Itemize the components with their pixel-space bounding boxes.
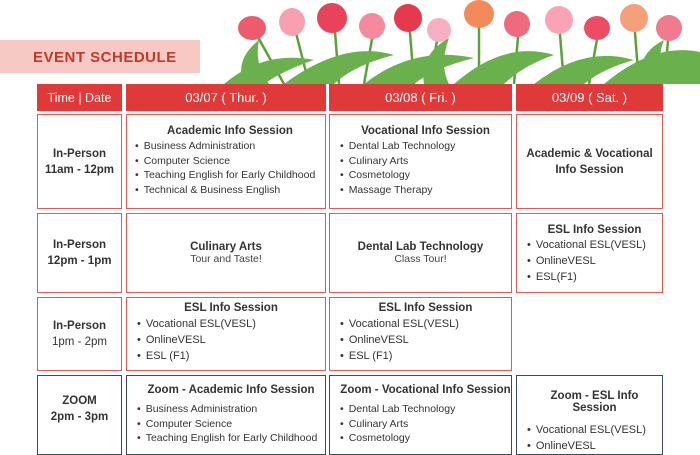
session-title: ESL Info Session [378, 302, 473, 314]
list-item: • Dental Lab Technology [340, 402, 511, 417]
list-item: • Cosmetology [340, 168, 511, 183]
list-item: • Teaching English for Early Childhood [135, 168, 325, 183]
time-mode: In-Person [52, 320, 107, 332]
list-item: • Vocational ESL(VESL) [527, 237, 662, 253]
session-cell [126, 297, 326, 371]
list-item: • ESL (F1) [340, 348, 511, 364]
session-title: Dental Lab Technology [357, 241, 484, 253]
list-item: • OnlineVESL [527, 253, 662, 269]
session-title: Academic Info Session [167, 125, 293, 137]
session-cell [126, 213, 326, 293]
session-title: ESL Info Session [547, 224, 642, 236]
page-title: EVENT SCHEDULE [33, 49, 177, 66]
session-cell [329, 213, 512, 293]
time-cell [37, 375, 122, 455]
program-list [137, 316, 325, 364]
time-range: 11am - 12pm [44, 163, 115, 176]
list-item: • Vocational ESL(VESL) [527, 422, 662, 438]
session-cell [516, 114, 663, 209]
session-cell [516, 375, 663, 455]
session-cell [329, 297, 512, 371]
list-item: • Computer Science [137, 417, 325, 432]
time-cell [37, 114, 122, 209]
program-list [137, 402, 325, 446]
list-item: • Business Administration [137, 402, 325, 417]
list-item: • OnlineVESL [527, 438, 662, 454]
session-cell [329, 114, 512, 209]
tulip-decoration [224, 0, 700, 84]
session-title: Zoom - Academic Info Session [147, 384, 315, 396]
time-cell [37, 213, 122, 293]
time-mode: In-Person [52, 239, 107, 251]
time-range: 2pm - 3pm [50, 411, 109, 423]
header-date-thu: 03/07 ( Thur. ) [126, 84, 326, 111]
time-mode: In-Person [52, 147, 107, 160]
session-title: Zoom - ESL Info Session [550, 390, 639, 414]
list-item: • ESL (F1) [137, 348, 325, 364]
time-mode: ZOOM [62, 395, 97, 407]
list-item: • Cosmetology [340, 431, 511, 446]
list-item: • Vocational ESL(VESL) [340, 316, 511, 332]
time-cell [37, 297, 122, 371]
header-date-fri: 03/08 ( Fri. ) [329, 84, 512, 111]
session-cell [329, 375, 512, 455]
time-range: 1pm - 2pm [52, 336, 107, 348]
header-time-date: Time | Date [37, 84, 122, 111]
session-cell [126, 375, 326, 455]
program-list [135, 139, 325, 197]
program-list [340, 402, 511, 446]
list-item: • Culinary Arts [340, 154, 511, 169]
session-subtitle: Class Tour! [394, 253, 447, 265]
list-item: • ESL(F1) [527, 269, 662, 285]
list-item: • Computer Science [135, 154, 325, 169]
time-range: 12pm - 1pm [47, 255, 112, 267]
list-item: • OnlineVESL [137, 332, 325, 348]
program-list [527, 237, 662, 285]
session-title: Culinary Arts [190, 241, 262, 253]
session-title: ESL Info Session [184, 302, 278, 314]
list-item: • Vocational ESL(VESL) [137, 316, 325, 332]
session-subtitle: Tour and Taste! [190, 253, 262, 265]
session-title: Vocational Info Session [361, 125, 490, 137]
session-cell [516, 213, 663, 293]
list-item: • Dental Lab Technology [340, 139, 511, 154]
session-cell [126, 114, 326, 209]
program-list [340, 139, 511, 197]
list-item: • Massage Therapy [340, 183, 511, 198]
session-title: Academic & Vocational Info Session [526, 147, 653, 176]
list-item: • Culinary Arts [340, 417, 511, 432]
list-item: • OnlineVESL [340, 332, 511, 348]
session-title: Zoom - Vocational Info Session [340, 384, 511, 396]
program-list [340, 316, 511, 364]
header-date-sat: 03/09 ( Sat. ) [516, 84, 663, 111]
program-list [527, 422, 662, 454]
list-item: • Technical & Business English [135, 183, 325, 198]
list-item: • Business Administration [135, 139, 325, 154]
list-item: • Teaching English for Early Childhood [137, 431, 325, 446]
